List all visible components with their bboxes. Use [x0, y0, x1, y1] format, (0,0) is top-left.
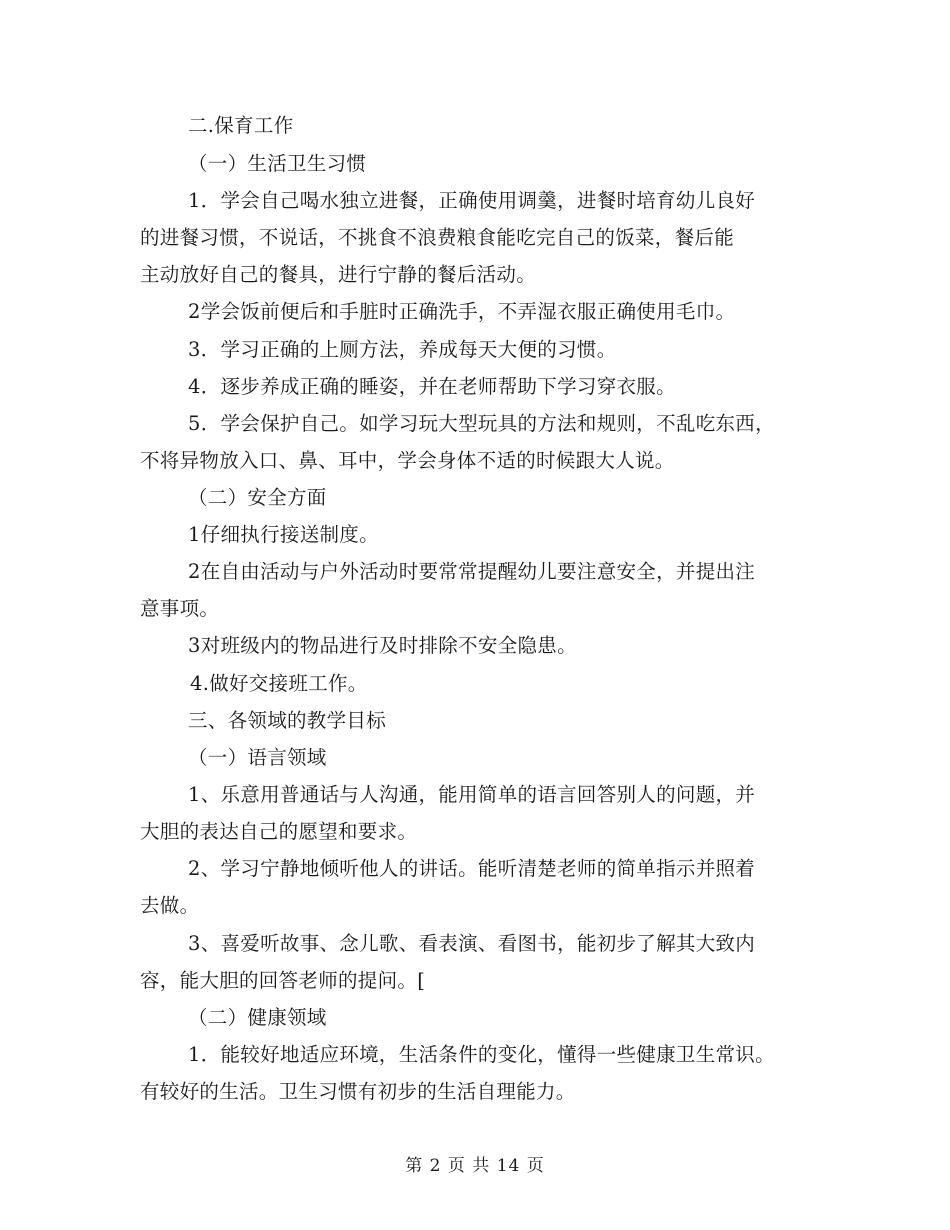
paragraph-line: 2在自由活动与户外活动时要常常提醒幼儿要注意安全，并提出注 — [188, 560, 756, 583]
paragraph-line: 2、学习宁静地倾听他人的讲话。能听清楚老师的简单指示并照着 — [188, 857, 756, 880]
subheading-language: （一）语言领域 — [188, 746, 327, 769]
paragraph-line: 1．学会自己喝水独立进餐，正确使用调羹，进餐时培育幼儿良好 — [188, 189, 756, 212]
paragraph-line: 2学会饭前便后和手脏时正确洗手，不弄湿衣服正确使用毛巾。 — [188, 300, 736, 323]
subheading-hygiene-habits: （一）生活卫生习惯 — [188, 152, 367, 175]
paragraph-line: 主动放好自己的餐具，进行宁静的餐后活动。 — [140, 263, 537, 286]
paragraph-line: 大胆的表达自己的愿望和要求。 — [140, 820, 418, 843]
paragraph-line: 4.做好交接班工作。 — [190, 672, 368, 695]
paragraph-line: 3．学习正确的上厕方法，养成每天大便的习惯。 — [188, 338, 617, 361]
paragraph-line: 1．能较好地适应环境，生活条件的变化，懂得一些健康卫生常识。 — [188, 1043, 775, 1066]
paragraph-line: 1仔细执行接送制度。 — [188, 523, 379, 546]
paragraph-line: 3对班级内的物品进行及时排除不安全隐患。 — [188, 634, 577, 657]
paragraph-line: 去做。 — [140, 894, 200, 917]
paragraph-line: 3、喜爱听故事、念儿歌、看表演、看图书，能初步了解其大致内 — [188, 932, 756, 955]
paragraph-line: 4．逐步养成正确的睡姿，并在老师帮助下学习穿衣服。 — [188, 375, 676, 398]
paragraph-line: 容，能大胆的回答老师的提问。[ — [140, 969, 426, 992]
subheading-safety: （二）安全方面 — [188, 486, 327, 509]
paragraph-line: 意事项。 — [140, 597, 220, 620]
page-footer: 第 2 页 共 14 页 — [405, 1156, 545, 1176]
section-heading-teaching-goals: 三、各领域的教学目标 — [188, 709, 387, 732]
paragraph-line: 有较好的生活。卫生习惯有初步的生活自理能力。 — [140, 1080, 576, 1103]
paragraph-line: 1、乐意用普通话与人沟通，能用简单的语言回答别人的问题，并 — [188, 783, 756, 806]
paragraph-line: 5．学会保护自己。如学习玩大型玩具的方法和规则，不乱吃东西， — [188, 412, 775, 435]
section-heading-childcare: 二.保育工作 — [188, 114, 294, 137]
paragraph-line: 的进餐习惯，不说话，不挑食不浪费粮食能吃完自己的饭菜，餐后能 — [140, 226, 735, 249]
paragraph-line: 不将异物放入口、鼻、耳中，学会身体不适的时候跟大人说。 — [140, 449, 675, 472]
subheading-health: （二）健康领域 — [188, 1006, 327, 1029]
